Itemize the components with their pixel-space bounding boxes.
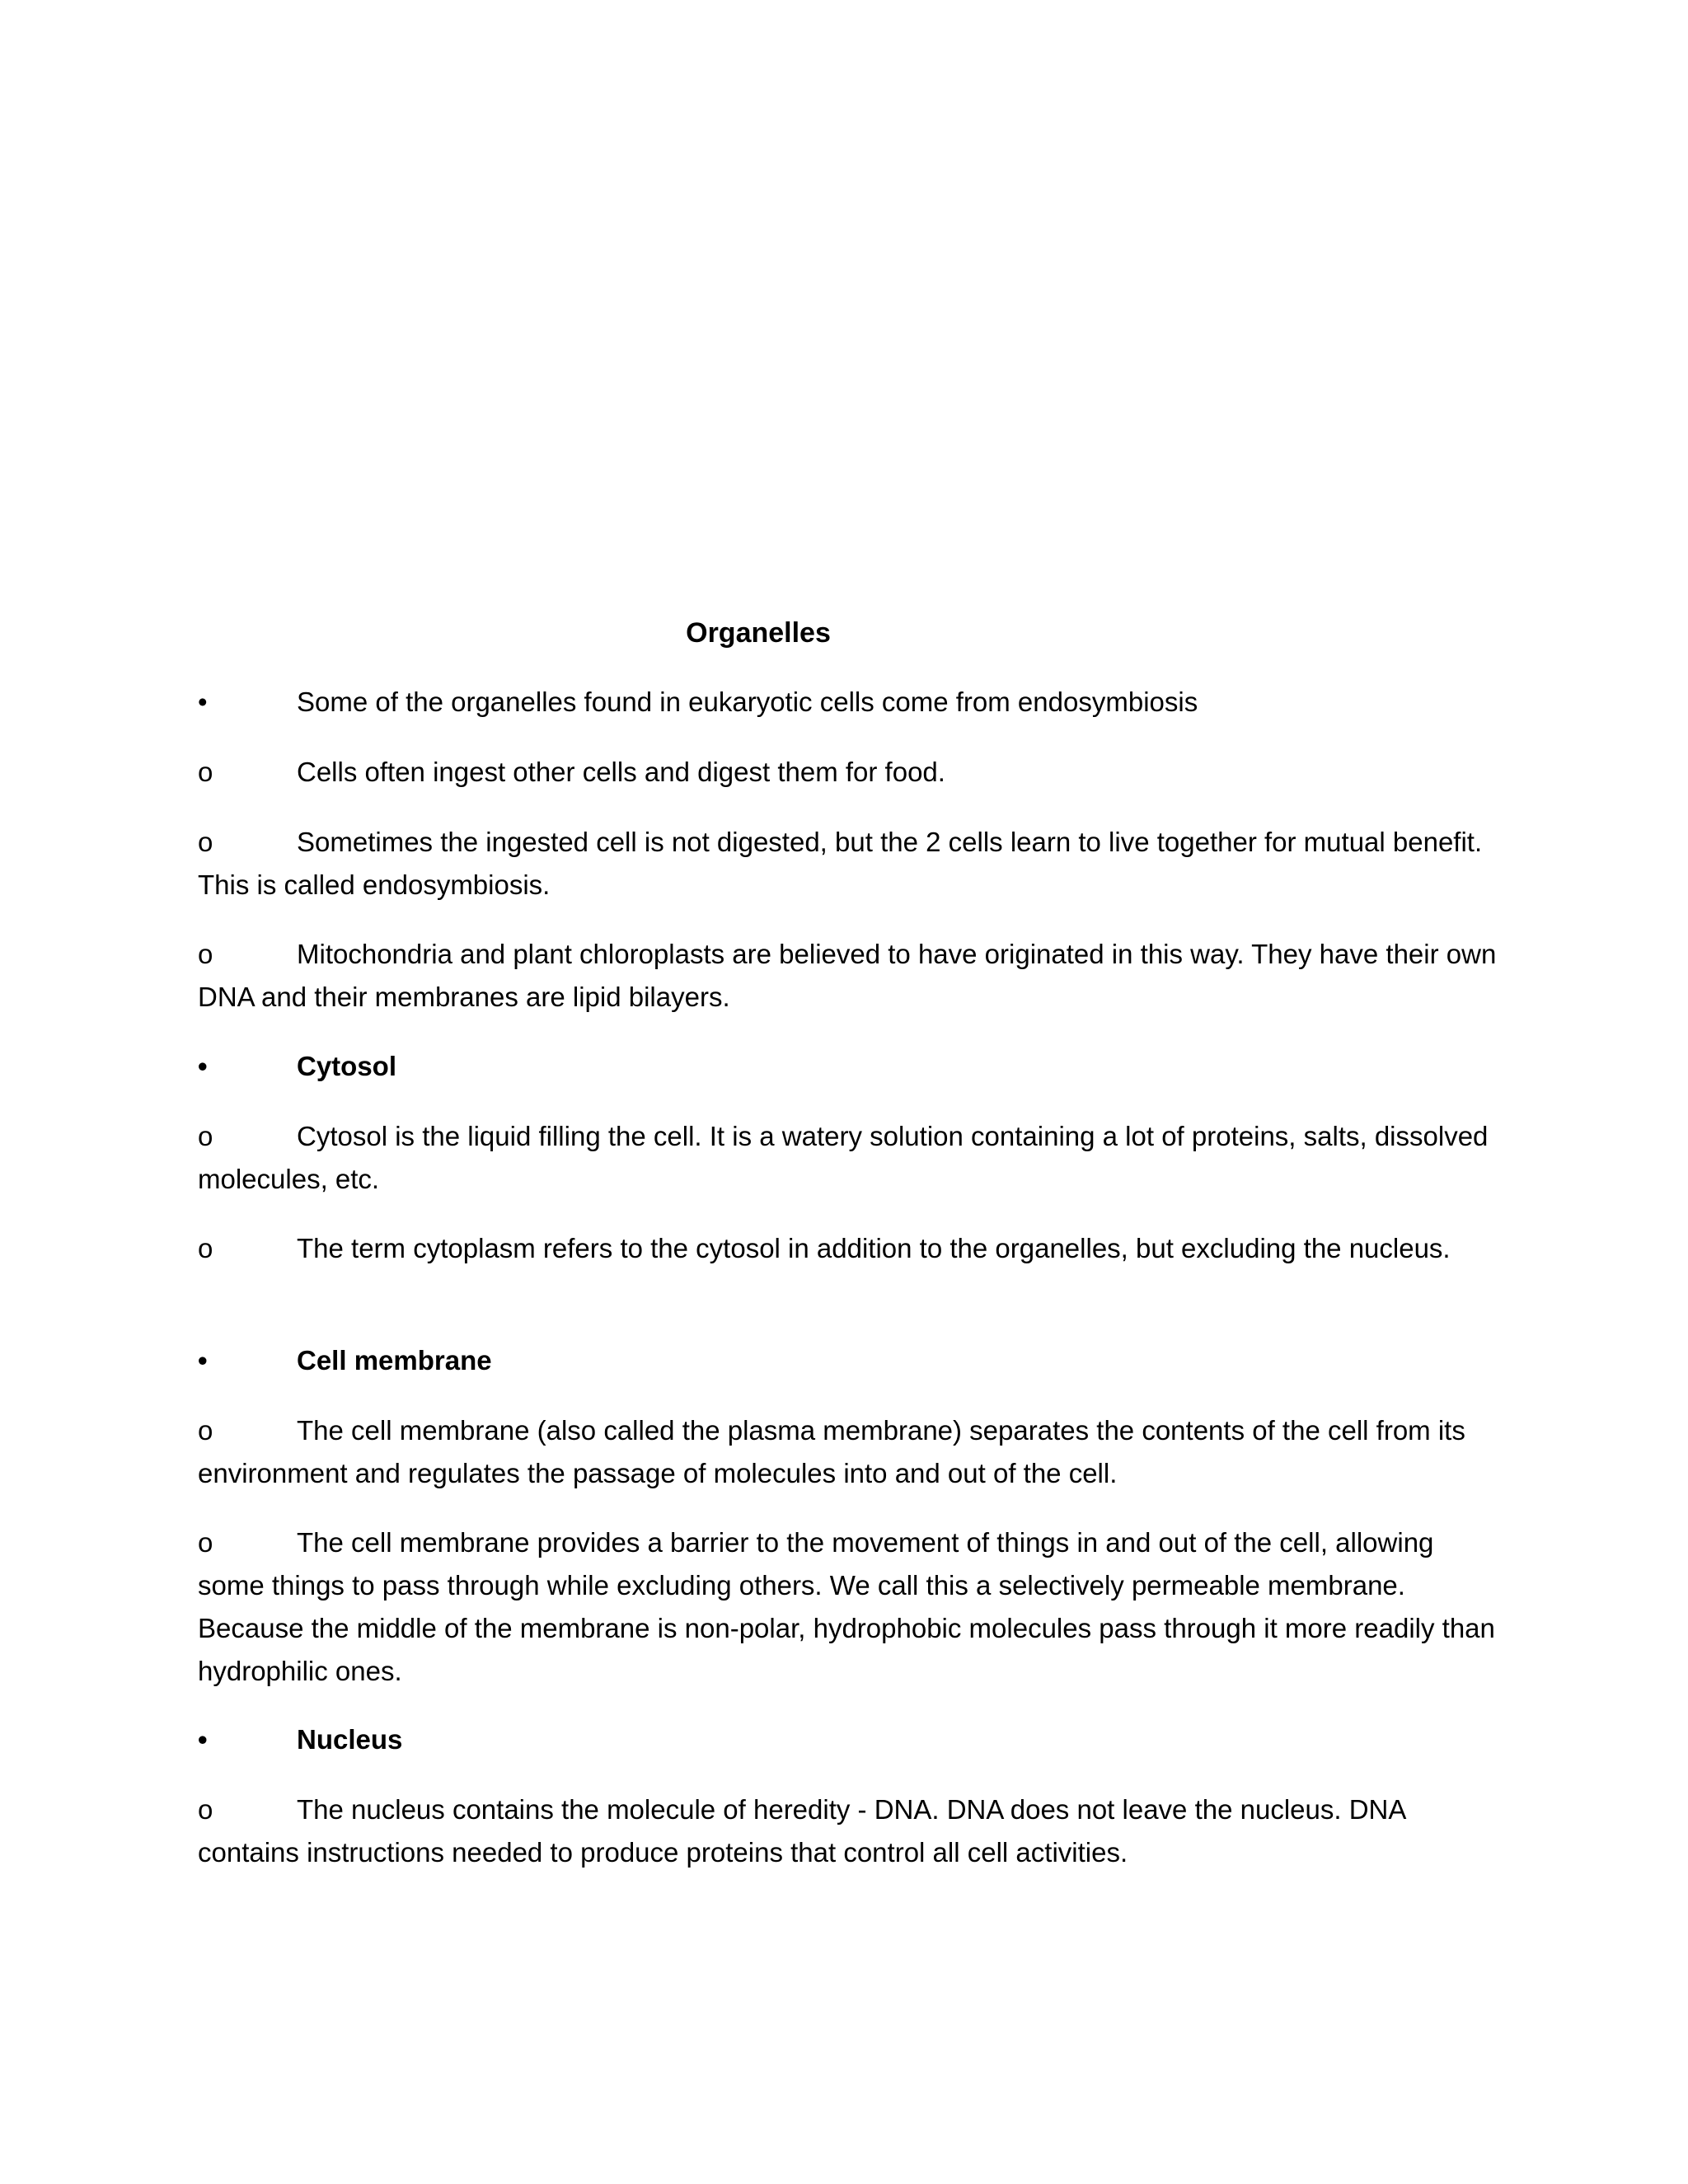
sub-item	[198, 1521, 1500, 1693]
section-heading-text: Nucleus	[297, 1724, 403, 1755]
sub-marker: o	[198, 757, 213, 787]
sub-text: The term cytoplasm refers to the cytosol in addition to the organelles, but excluding the nucleus.	[297, 1233, 1451, 1263]
sub-text: The cell membrane provides a barrier to the movement of things in and out of the cell, allowing some things to pass through while excluding others. We call this a selectively permeable membrane. Because the middle of the membrane is non-polar, hydrophobic molecules pass through it more readily than hydrophilic ones.	[198, 1527, 1495, 1686]
sub-marker: o	[198, 1233, 213, 1263]
bullet-text: Some of the organelles found in eukaryotic cells come from endosymbiosis	[297, 687, 1198, 717]
sub-item	[198, 821, 1500, 907]
sub-text: Mitochondria and plant chloroplasts are believed to have originated in this way. They have their own DNA and their membranes are lipid bilayers.	[198, 939, 1497, 1012]
section-heading-cell-membrane	[198, 1339, 1500, 1382]
sub-text: Cells often ingest other cells and digest them for food.	[297, 757, 945, 787]
sub-item	[198, 1115, 1500, 1201]
sub-marker: o	[198, 1794, 213, 1825]
sub-marker: o	[198, 827, 213, 857]
sub-item	[198, 1409, 1500, 1495]
sub-item	[198, 1788, 1500, 1874]
section-heading-cytosol	[198, 1045, 1500, 1088]
sub-marker: o	[198, 1415, 213, 1446]
section-heading-text: Cell membrane	[297, 1345, 492, 1376]
bullet-marker: •	[198, 1724, 208, 1755]
bullet-marker: •	[198, 1051, 208, 1081]
bullet-item	[198, 681, 1500, 724]
sub-item	[198, 751, 1500, 794]
sub-text: The nucleus contains the molecule of heredity - DNA. DNA does not leave the nucleus. DNA contains instructions needed to produce proteins that control all cell activities.	[198, 1794, 1405, 1868]
sub-marker: o	[198, 939, 213, 969]
bullet-marker: •	[198, 687, 208, 717]
sub-text: The cell membrane (also called the plasma membrane) separates the contents of the cell from its environment and regulates the passage of molecules into and out of the cell.	[198, 1415, 1465, 1488]
sub-text: Cytosol is the liquid filling the cell. It is a watery solution containing a lot of proteins, salts, dissolved molecules, etc.	[198, 1121, 1489, 1194]
page-title: Organelles	[686, 617, 831, 649]
sub-item	[198, 1227, 1500, 1270]
sub-item	[198, 933, 1500, 1019]
section-heading-nucleus	[198, 1718, 1500, 1761]
sub-marker: o	[198, 1527, 213, 1558]
sub-marker: o	[198, 1121, 213, 1151]
section-heading-text: Cytosol	[297, 1051, 397, 1081]
bullet-marker: •	[198, 1345, 208, 1376]
sub-text: Sometimes the ingested cell is not digested, but the 2 cells learn to live together for mutual benefit. This is called endosymbiosis.	[198, 827, 1483, 900]
